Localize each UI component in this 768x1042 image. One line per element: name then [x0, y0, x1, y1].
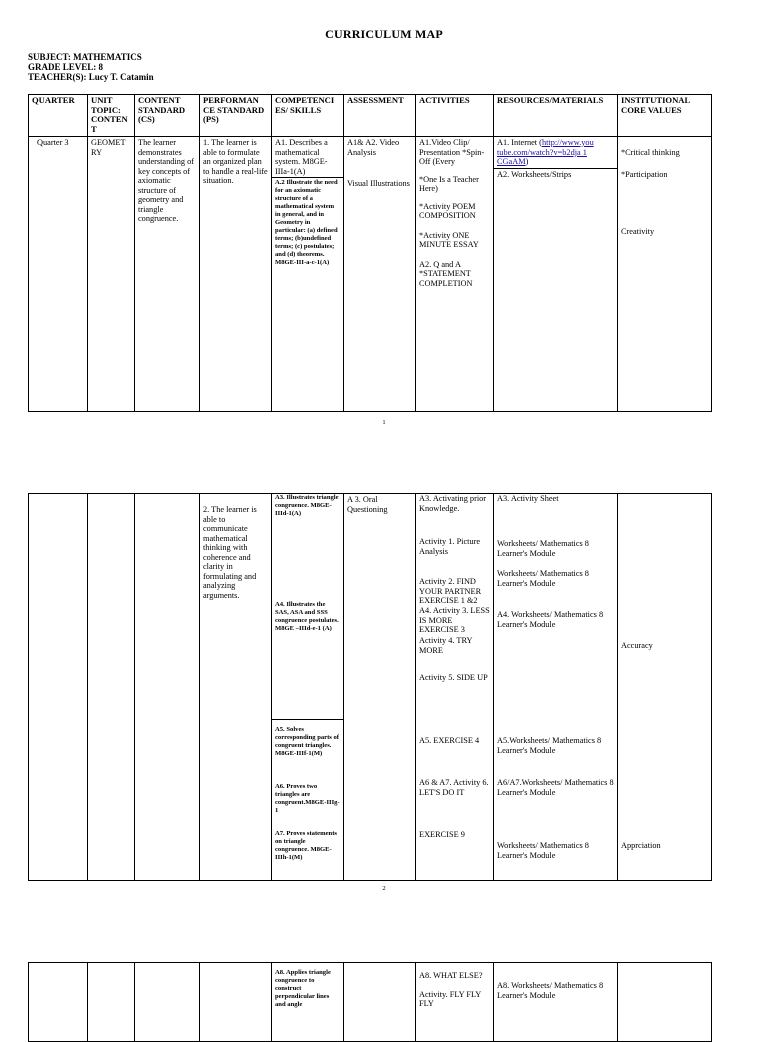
resources-cell — [494, 137, 618, 412]
activity-essay: *Activity ONE MINUTE ESSAY — [419, 230, 479, 249]
quarter-cell-empty — [29, 494, 88, 881]
activity-side-up: Activity 5. SIDE UP — [419, 673, 488, 682]
header-row — [29, 95, 712, 137]
competencies-cell — [272, 494, 344, 881]
competency-divider — [272, 719, 343, 720]
resource-internet-label: A1. Internet ( — [497, 138, 542, 147]
value-appreciation: Apprciation — [621, 841, 661, 850]
quarter-cell-empty — [29, 963, 88, 1042]
competency-a7: A7. Proves statements on triangle congruence. M8GE-IIIh-1(M) — [275, 830, 337, 861]
curriculum-table-page3 — [28, 962, 712, 1042]
activity-video: A1.Video Clip/ Presentation *Spin- Off (Every — [419, 138, 485, 166]
activity-teacher: *One Is a Teacher Here) — [419, 174, 479, 193]
value-critical-thinking: *Critical thinking — [621, 148, 680, 157]
value-accuracy: Accuracy — [621, 641, 653, 650]
header-competencies: COMPETENCI ES/ SKILLS — [272, 95, 344, 137]
grade-line: GRADE LEVEL: 8 — [28, 62, 104, 72]
resources-stack — [494, 494, 617, 880]
teacher-line: TEACHER(S): Lucy T. Catamin — [28, 72, 154, 82]
resource-a4: A4. Worksheets/ Mathematics 8 Learner's Module — [497, 610, 604, 629]
performance-standard-cell: 1. The learner is able to formulate an organized plan to handle a real-life situation. — [200, 137, 272, 412]
table-row — [29, 137, 712, 412]
activity-a3: A3. Activating prior Knowledge. — [419, 494, 487, 513]
assessment-cell — [344, 137, 416, 412]
assessment-video: A1& A2. Video Analysis — [347, 138, 400, 157]
unit-cell-empty — [88, 494, 135, 881]
competency-a4: A4. Illustrates the SAS, ASA and SSS congruence postulates. M8GE –IIId-e-1 (A) — [275, 601, 339, 632]
competency-a1: A1. Describes a mathematical system. M8GE-IIIa-1(A) — [275, 138, 328, 176]
unit-cell-empty — [88, 963, 135, 1042]
resource-a5: A5.Worksheets/ Mathematics 8 Learner's Module — [497, 736, 602, 755]
activities-cell — [416, 963, 494, 1042]
resource-worksheets: A2. Worksheets/Strips — [494, 168, 617, 181]
competencies-cell — [272, 963, 344, 1042]
performance-standard-cell — [200, 494, 272, 881]
resource-worksheets-2: Worksheets/ Mathematics 8 Learner's Module — [497, 569, 589, 588]
table-row — [29, 963, 712, 1042]
assessment-visual: Visual Illustrations — [347, 179, 410, 188]
activity-poem: *Activity POEM COMPOSITION — [419, 201, 476, 220]
resources-cell — [494, 494, 618, 881]
resource-internet — [494, 137, 617, 168]
core-values-cell — [618, 494, 712, 881]
resource-worksheets-3: Worksheets/ Mathematics 8 Learner's Module — [497, 841, 589, 860]
competency-a5: A5. Solves corresponding parts of congruent triangles. M8GE-IIIf-1(M) — [275, 726, 339, 757]
competency-a2: A.2 Illustrate the need for an axiomatic structure of a mathematical system in general, and in Geometry in particular: (a) defined terms; (b)undefined terms; (c) postulates; and (d) theorems. M8GE-III-a-c-1(A) — [272, 177, 343, 268]
activity-qa: A2. Q and A *STATEMENT COMPLETION — [419, 259, 473, 288]
competencies-cell — [272, 137, 344, 412]
competency-a8: A8. Applies triangle congruence to construct perpendicular lines and angle — [275, 969, 331, 1008]
page-number-2: 2 — [382, 885, 386, 892]
header-performance-standard: PERFORMAN CE STANDARD (PS) — [200, 95, 272, 137]
activities-stack — [416, 494, 493, 880]
header-assessment: ASSESSMENT — [344, 95, 416, 137]
header-content-standard: CONTENT STANDARD (CS) — [135, 95, 200, 137]
assessment-cell: A 3. Oral Questioning — [344, 494, 416, 881]
activity-less-is-more: A4. Activity 3. LESS IS MORE EXERCISE 3 — [419, 606, 490, 634]
value-participation: *Participation — [621, 169, 668, 179]
video-link[interactable]: http://www.you tube.com/watch?v=b2dja 1 CGaAM — [497, 138, 594, 166]
content-standard-cell-empty — [135, 494, 200, 881]
resource-a8: A8. Worksheets/ Mathematics 8 Learner's Module — [497, 981, 604, 1000]
header-unit-topic: UNIT TOPIC: CONTEN T — [88, 95, 135, 137]
activities-cell — [416, 494, 494, 881]
core-values-cell — [618, 137, 712, 412]
resource-worksheets-1: Worksheets/ Mathematics 8 Learner's Module — [497, 539, 589, 558]
activities-cell — [416, 137, 494, 412]
curriculum-table-page1 — [28, 94, 712, 412]
content-standard-cell-empty — [135, 963, 200, 1042]
resource-a6: A6/A7.Worksheets/ Mathematics 8 Learner's Module — [497, 778, 614, 797]
activity-exercise-9: EXERCISE 9 — [419, 830, 465, 839]
resources-cell — [494, 963, 618, 1042]
assessment-cell-empty — [344, 963, 416, 1042]
header-quarter: QUARTER — [29, 95, 88, 137]
activity-fly: Activity. FLY FLY FLY — [419, 989, 481, 1008]
performance-standard-cell-empty — [200, 963, 272, 1042]
curriculum-table-page2 — [28, 493, 712, 881]
page-number-1: 1 — [382, 419, 386, 426]
document-title: CURRICULUM MAP — [325, 27, 443, 41]
performance-standard-2: 2. The learner is able to communicate mathematical thinking with coherence and clarity in formulating and analyzing arguments. — [203, 505, 257, 600]
value-creativity: Creativity — [621, 227, 655, 236]
competencies-stack — [272, 494, 343, 880]
competency-a6: A6. Proves two triangles are congruent.M8GE-IIIg-1 — [275, 783, 340, 814]
header-core-values: INSTITUTIONAL CORE VALUES — [618, 95, 712, 137]
activity-exercise-4: A5. EXERCISE 4 — [419, 736, 480, 745]
activity-try-more: Activity 4. TRY MORE — [419, 636, 473, 655]
resource-internet-close: ) — [525, 157, 529, 166]
subject-line: SUBJECT: MATHEMATICS — [28, 52, 142, 62]
table-row — [29, 494, 712, 881]
quarter-cell: Quarter 3 — [29, 137, 88, 412]
activity-find-partner: Activity 2. FIND YOUR PARTNER EXERCISE 1 &2 — [419, 577, 482, 605]
activity-what-else: A8. WHAT ELSE? — [419, 971, 483, 980]
unit-cell: GEOMET RY — [88, 137, 135, 412]
activity-picture: Activity 1. Picture Analysis — [419, 537, 481, 556]
header-resources: RESOURCES/MATERIALS — [494, 95, 618, 137]
competency-a3: A3. Illustrates triangle congruence. M8GE-IIId-1(A) — [275, 494, 339, 517]
core-values-cell-empty — [618, 963, 712, 1042]
resource-a3: A3. Activity Sheet — [497, 494, 559, 503]
core-values-stack — [618, 494, 711, 880]
header-activities: ACTIVITIES — [416, 95, 494, 137]
content-standard-cell: The learner demonstrates understanding of key concepts of axiomatic structure of geometry and triangle congruence. — [135, 137, 200, 412]
activity-lets-do-it: A6 & A7. Activity 6. LET'S DO IT — [419, 778, 489, 797]
